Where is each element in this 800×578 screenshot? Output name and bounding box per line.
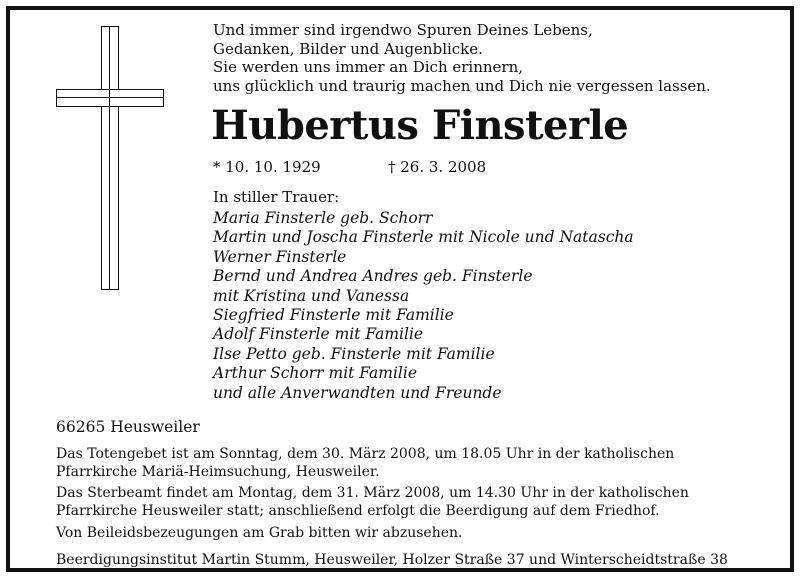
mourner-entry: Maria Finsterle geb. Schorr xyxy=(213,209,433,227)
birth-date: * 10. 10. 1929 xyxy=(213,158,321,176)
notice-line: Das Totengebet ist am Sonntag, dem 30. März 2008, um 18.05 Uhr in der katholischen xyxy=(56,446,675,462)
mourners-list xyxy=(213,209,634,403)
poem-line: Und immer sind irgendwo Spuren Deines Lebens, xyxy=(213,21,593,39)
place-of-residence: 66265 Heusweiler xyxy=(56,418,200,436)
notice-line: Pfarrkirche Heusweiler statt; anschließend erfolgt die Beerdigung auf dem Friedhof. xyxy=(56,502,660,519)
obituary-notice xyxy=(6,6,794,572)
funeral-home: Beerdigungsinstitut Martin Stumm, Heusweiler, Holzer Straße 37 und Winterscheidtstraße 38 xyxy=(56,552,728,568)
poem-line: Sie werden uns immer an Dich erinnern, xyxy=(213,58,524,77)
mourner-entry: Werner Finsterle xyxy=(213,247,347,266)
mourner-entry: und alle Anverwandten und Freunde xyxy=(213,383,502,402)
notice-line: Pfarrkirche Mariä-Heimsuchung, Heusweiler. xyxy=(56,463,380,480)
mourner-entry: Adolf Finsterle mit Familie xyxy=(213,325,424,344)
deceased-name: Hubertus Finsterle xyxy=(211,102,629,149)
poem-line: Gedanken, Bilder und Augenblicke. xyxy=(213,39,483,58)
mourner-entry: Martin und Joscha Finsterle mit Nicole und Natascha xyxy=(213,228,634,247)
condolences-notice: Von Beileidsbezeugungen am Grab bitten wir abzusehen. xyxy=(56,525,463,541)
poem-line: uns glücklich und traurig machen und Dich nie vergessen lassen. xyxy=(213,76,711,95)
prayer-notice xyxy=(56,446,674,481)
requiem-notice xyxy=(56,485,689,520)
mourner-entry: mit Kristina und Vanessa xyxy=(213,286,410,305)
mourner-entry: Siegfried Finsterle mit Familie xyxy=(213,306,454,325)
mourner-entry: Arthur Schorr mit Familie xyxy=(213,364,417,383)
mourner-entry: Bernd und Andrea Andres geb. Finsterle xyxy=(213,267,533,286)
mourning-heading: In stiller Trauer: xyxy=(213,188,340,206)
memorial-poem xyxy=(213,21,711,95)
death-date: † 26. 3. 2008 xyxy=(388,158,487,176)
notice-line: Das Sterbeamt findet am Montag, dem 31. März 2008, um 14.30 Uhr in der katholischen xyxy=(56,485,689,501)
mourner-entry: Ilse Petto geb. Finsterle mit Familie xyxy=(213,344,495,363)
